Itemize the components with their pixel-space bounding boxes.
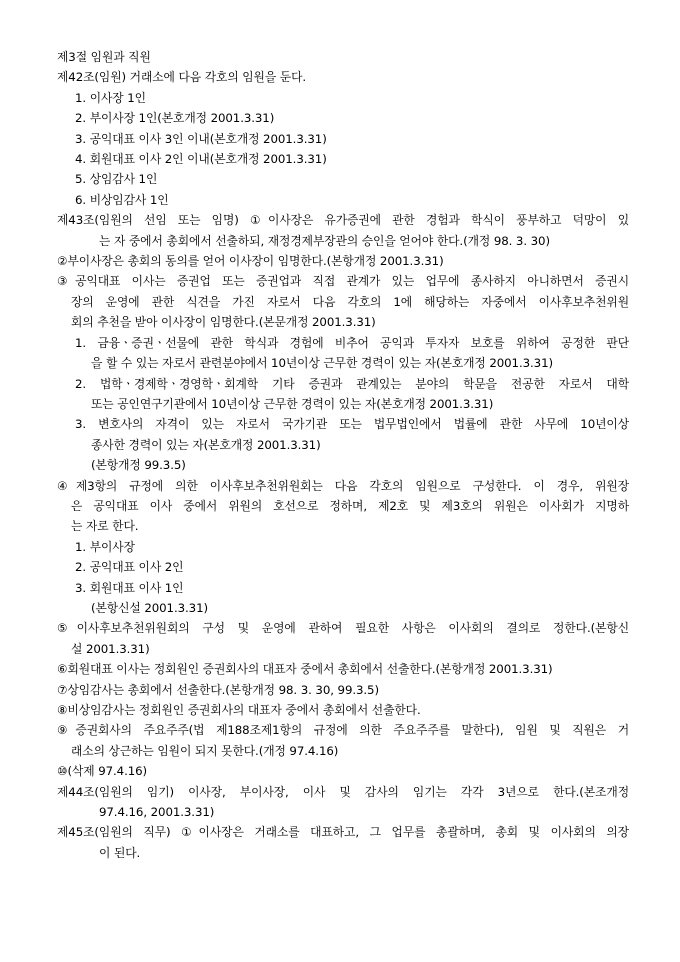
amendment-note: (본항개정 99.3.5)	[91, 458, 186, 473]
amendment-note: (본항신설 2001.3.31)	[91, 600, 208, 615]
article-43-paragraph-1-line: 제43조(임원의 선임 또는 임명) ①이사장은 유가증권에 관한 경험과 학식이 풍부하고 덕망이 있	[57, 213, 629, 228]
section-title: 제3절 임원과 직원	[57, 50, 151, 64]
article-43-paragraph-5-line: ⑤이사후보추천위원회의 구성 및 운영에 관하여 필요한 사항은 이사회의 결의로 정한다.(본항신	[57, 621, 629, 636]
document-body	[57, 47, 629, 863]
article-43-paragraph-3-line: 장의 운영에 관한 식견을 가진 자로서 다음 각호의 1에 해당하는 자중에서 이사후보추천위원	[71, 294, 629, 309]
article-45	[57, 822, 629, 863]
article-43-paragraph-4-line: ④제3항의 규정에 의한 이사후보추천위원회는 다음 각호의 임원으로 구성한다. 이 경우, 위원장	[57, 478, 629, 493]
article-43-paragraph-3-line: 회의 추천을 받아 이사장이 임명한다.(본문개정 2001.3.31)	[71, 315, 376, 330]
list-item-continuation: 또는 공인연구기관에서 10년이상 근무한 경력이 있는 자(본호개정 2001.3.31)	[91, 396, 494, 411]
list-item: 1. 이사장 1인	[75, 90, 146, 105]
article-44-line: 제44조(임원의 임기) 이사장, 부이사장, 이사 및 감사의 임기는 각각 3년으로 한다.(본조개정	[57, 784, 629, 799]
article-43-paragraph-9-line: ⑨증권회사의 주요주주(법 제188조제1항의 규정에 의한 주요주주를 말한다), 임원 및 직원은 거	[57, 723, 629, 738]
article-43-paragraph-6: ⑥회원대표 이사는 정회원인 증권회사의 대표자 중에서 총회에서 선출한다.(본항개정 2001.3.31)	[57, 662, 553, 677]
list-item: 5. 상임감사 1인	[75, 172, 158, 187]
list-item: 6. 비상임감사 1인	[75, 192, 169, 207]
article-43-paragraph-10: ⑩(삭제 97.4.16)	[57, 764, 148, 779]
article-43-paragraph-3-line: ③공익대표 이사는 증권업 또는 증권업과 직접 관계가 있는 업무에 종사하지 아니하면서 증권시	[57, 274, 629, 289]
article-43-paragraph-4-line: 는 자로 한다.	[71, 519, 139, 534]
article-43-paragraph-9-line: 래소의 상근하는 임원이 되지 못한다.(개정 97.4.16)	[71, 743, 339, 758]
list-item: 2. 법학ㆍ경제학ㆍ경영학ㆍ회계학 기타 증권과 관계있는 분야의 학문을 전공한 자로서 대학	[75, 376, 629, 391]
list-item: 2. 부이사장 1인(본호개정 2001.3.31)	[75, 111, 275, 126]
article-43-paragraph-8: ⑧비상임감사는 정회원인 증권회사의 대표자 중에서 총회에서 선출한다.	[57, 703, 421, 717]
list-item: 3. 변호사의 자격이 있는 자로서 국가기관 또는 법무법인에서 법률에 관한 사무에 10년이상	[75, 417, 629, 432]
article-43-paragraph-4-line: 은 공익대표 이사 중에서 위원의 호선으로 정하며, 제2호 및 제3호의 위원은 이사회가 지명하	[71, 498, 629, 513]
article-43-paragraph-7: ⑦상임감사는 총회에서 선출한다.(본항개정 98. 3. 30, 99.3.5)	[57, 682, 379, 697]
list-item: 3. 회원대표 이사 1인	[75, 580, 184, 595]
article-44-line: 97.4.16, 2001.3.31)	[99, 805, 215, 820]
list-item-continuation: 을 할 수 있는 자로서 관련분야에서 10년이상 근무한 경력이 있는 자(본호개정 2001.3.31)	[91, 356, 553, 371]
article-43-paragraph-2: ②부이사장은 총회의 동의를 얻어 이사장이 임명한다.(본항개정 2001.3.31)	[57, 254, 444, 269]
article-45-line: 이 된다.	[99, 845, 141, 860]
list-item: 1. 금융ㆍ증권ㆍ선물에 관한 학식과 경험에 비추어 공익과 투자자 보호를 위하여 공정한 판단	[75, 335, 629, 350]
article-43-paragraph-5-line: 설 2001.3.31)	[71, 641, 150, 656]
article-43-paragraph-1-line: 는 자 중에서 총회에서 선출하되, 재정경제부장관의 승인을 얻어야 한다.(개정 98. 3. 30)	[99, 233, 550, 248]
list-item: 4. 회원대표 이사 2인 이내(본호개정 2001.3.31)	[75, 152, 327, 167]
article-43	[57, 210, 629, 781]
list-item: 2. 공익대표 이사 2인	[75, 560, 184, 575]
list-item: 1. 부이사장	[75, 539, 135, 554]
list-item: 3. 공익대표 이사 3인 이내(본호개정 2001.3.31)	[75, 131, 327, 146]
article-45-line: 제45조(임원의 직무) ①이사장은 거래소를 대표하고, 그 업무를 총괄하며, 총회 및 이사회의 의장	[57, 825, 629, 840]
article-42	[57, 67, 629, 210]
article-42-heading: 제42조(임원) 거래소에 다음 각호의 임원을 둔다.	[57, 70, 307, 85]
article-44	[57, 782, 629, 823]
list-item-continuation: 종사한 경력이 있는 자(본호개정 2001.3.31)	[91, 437, 321, 452]
